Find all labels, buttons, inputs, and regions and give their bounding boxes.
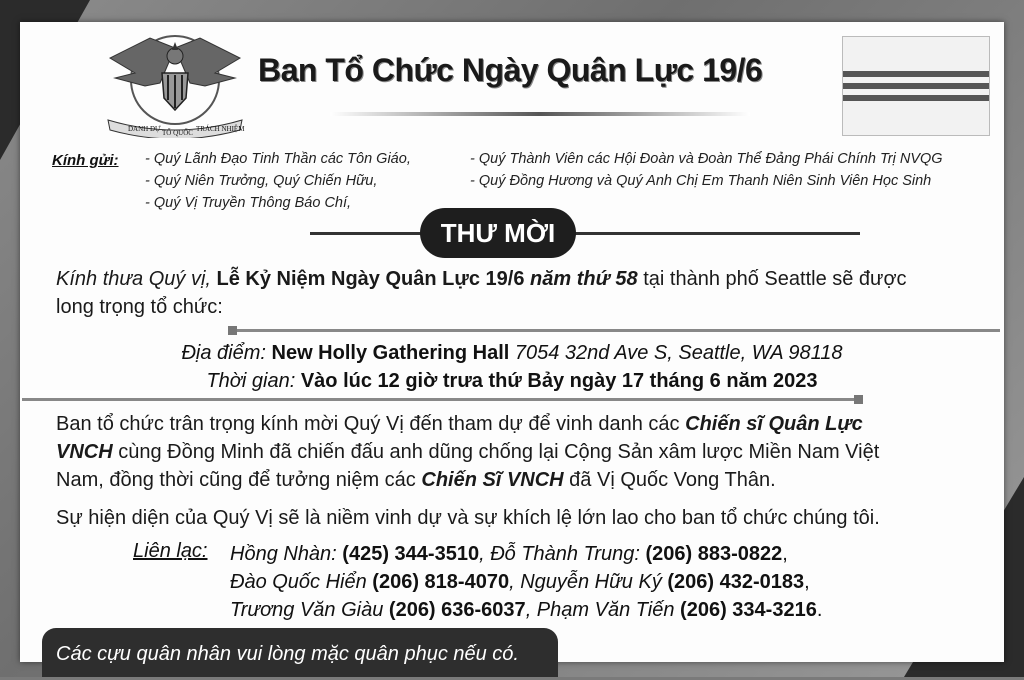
recipient-item: - Quý Lãnh Đạo Tinh Thần các Tôn Giáo, (145, 151, 411, 167)
emblem-text-left: DANH DỰ (128, 125, 161, 133)
body-line-1 (56, 410, 863, 438)
body-emphasis: Chiến Sĩ VNCH (421, 469, 564, 491)
emblem-text-mid: TỔ QUỐC (162, 129, 193, 137)
contact-name: Trương Văn Giàu (230, 599, 389, 621)
contact-phone: (425) 344-3510 (342, 543, 480, 565)
time-line (0, 370, 1024, 393)
recipient-item: - Quý Niên Trưởng, Quý Chiến Hữu, (145, 173, 378, 189)
separator-top-dot (228, 326, 237, 335)
location-address: 7054 32nd Ave S, Seattle, WA 98118 (509, 342, 843, 364)
contact-phone: (206) 432-0183 (667, 571, 805, 593)
eagle-emblem-icon (100, 28, 250, 138)
contact-phone: (206) 818-4070 (372, 571, 510, 593)
time-label: Thời gian: (206, 370, 301, 392)
recipients-column-1 (145, 148, 411, 214)
contact-phone: (206) 883-0822 (645, 543, 783, 565)
invitation-badge: THƯ MỜI (420, 208, 576, 258)
flag-icon (842, 36, 990, 136)
recipient-item: - Quý Thành Viên các Hội Đoàn và Đoàn Thể Đảng Phái Chính Trị NVQG (470, 151, 943, 167)
location-label: Địa điểm: (181, 342, 272, 364)
contact-phone: (206) 334-3216 (680, 599, 817, 621)
body-text: cùng Đồng Minh đã chiến đấu anh dũng chống lại Cộng Sản xâm lược Miền Nam Việt (112, 441, 880, 463)
recipient-item: - Quý Vị Truyền Thông Báo Chí, (145, 195, 352, 211)
divider-right (560, 232, 860, 235)
page-title: Ban Tổ Chức Ngày Quân Lực 19/6 (258, 52, 763, 88)
body-text: Nam, đồng thời cũng để tưởng niệm các (56, 469, 422, 491)
contact-name: , Phạm Văn Tiến (525, 599, 681, 621)
emblem-text-right: TRÁCH NHIỆM (196, 125, 245, 133)
intro-year: năm thứ 58 (524, 268, 638, 290)
contact-line-3: Trương Văn Giàu (206) 636-6037, Phạm Văn Tiến (206) 334-3216. (230, 599, 823, 621)
recipients-label: Kính gửi: (52, 152, 119, 169)
body-text: Ban tổ chức trân trọng kính mời Quý Vị đến tham dự để vinh danh các (56, 413, 686, 435)
contact-name: , Nguyễn Hữu Ký (509, 571, 668, 593)
intro-line-1 (56, 265, 907, 293)
body-line-4: Sự hiện diện của Quý Vị sẽ là niềm vinh dự và sự khích lệ lớn lao cho ban tổ chức chúng tôi. (56, 507, 880, 529)
contact-name: , Đỗ Thành Trung: (479, 543, 646, 565)
footer-note: Các cựu quân nhân vui lòng mặc quân phục nếu có. (42, 628, 558, 677)
body-line-2 (56, 438, 879, 466)
intro-greeting: Kính thưa Quý vị, (56, 268, 217, 290)
body-line-3 (56, 466, 776, 494)
separator-top (232, 329, 1000, 332)
body-text: đã Vị Quốc Vong Thân. (563, 469, 776, 491)
location-line (0, 342, 1024, 365)
contact-name: Hồng Nhàn: (230, 543, 343, 565)
contact-line-2: Đào Quốc Hiển (206) 818-4070, Nguyễn Hữu Ký (206) 432-0183, (230, 571, 810, 593)
contact-label: Liên lạc: (133, 540, 208, 562)
body-emphasis: Chiến sĩ Quân Lực (685, 413, 863, 435)
location-name: New Holly Gathering Hall (271, 342, 510, 364)
separator-bottom-dot (854, 395, 863, 404)
recipients-column-2 (470, 148, 943, 192)
title-underline (330, 112, 750, 116)
separator-bottom (22, 398, 858, 401)
time-value: Vào lúc 12 giờ trưa thứ Bảy ngày 17 tháng 6 năm 2023 (300, 370, 818, 392)
intro-event: Lễ Kỷ Niệm Ngày Quân Lực 19/6 (216, 268, 525, 290)
intro-line-2: long trọng tổ chức: (56, 296, 223, 318)
body-emphasis: VNCH (56, 441, 113, 463)
intro-rest-1: tại thành phố Seattle sẽ được (637, 268, 907, 290)
contact-line-1: Hồng Nhàn: (425) 344-3510, Đỗ Thành Trung: (206) 883-0822, (230, 543, 788, 565)
contact-phone: (206) 636-6037 (388, 599, 526, 621)
contact-name: Đào Quốc Hiển (230, 571, 373, 593)
recipient-item: - Quý Đồng Hương và Quý Anh Chị Em Thanh Niên Sinh Viên Học Sinh (470, 173, 932, 189)
